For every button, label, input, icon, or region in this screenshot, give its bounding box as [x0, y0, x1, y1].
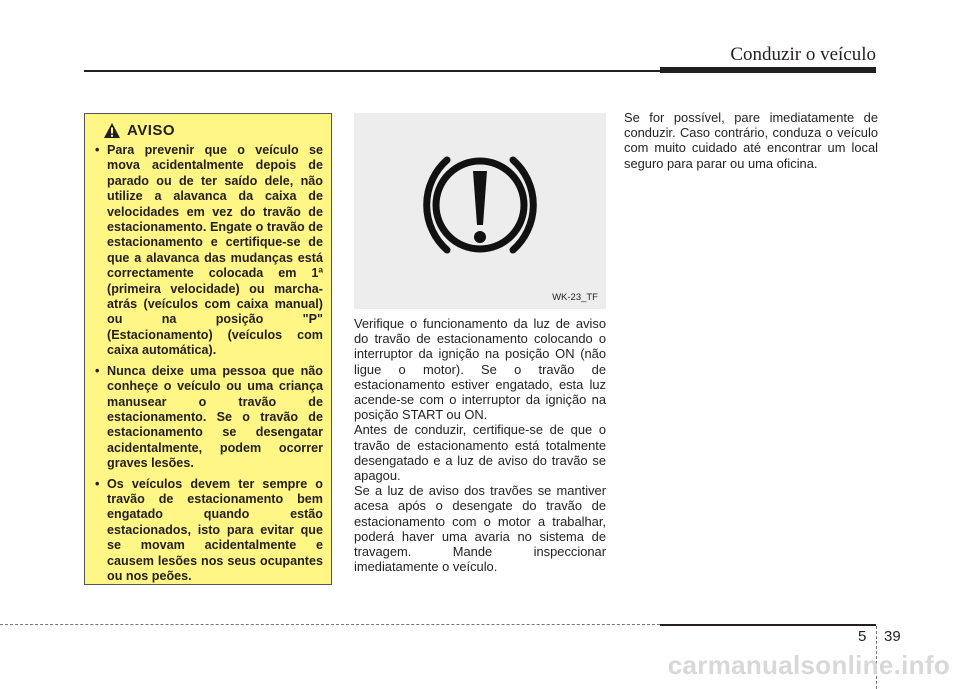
warning-item: • Nunca deixe uma pessoa que não conheçe o veículo ou uma criança manusear o travão de estacionamento. Se o travão de estacionamento se desengatar acidentalmente, podem ocorrer graves lesões. — [93, 364, 323, 472]
footer-rule-accent — [660, 624, 876, 626]
section-title: Conduzir o veículo — [730, 44, 876, 65]
paragraph: Antes de conduzir, certifique-se de que o travão de estacionamento está totalmente desengatado e a luz de aviso do travão se apagou. — [354, 422, 606, 484]
body-column-right — [624, 110, 878, 171]
header-rule — [84, 70, 664, 72]
warning-item: • Para prevenir que o veículo se mova acidentalmente depois de parado ou de ter saído dele, não utilize a alavanca da caixa de velocidades em vez do travão de estacionamento. Engate o travão de estacionamento e certifique-se de que a alavanca das mudanças está correctamente colocada em 1ª (primeira velocidade) ou marcha-atrás (veículos com caixa manual) ou na posição "P" (Estacionamento) (veículos com caixa automática). — [93, 143, 323, 359]
header-rule-accent — [660, 67, 876, 73]
section-number: 5 — [858, 628, 867, 645]
paragraph: Se for possível, pare imediatamente de conduzir. Caso contrário, conduza o veículo com muito cuidado até encontrar um local seguro para parar ou uma oficina. — [624, 110, 878, 171]
paragraph: Verifique o funcionamento da luz de aviso do travão de estacionamento colocando o interruptor da ignição na posição ON (não ligue o motor). Se o travão de estacionamento estiver engatado, esta luz acende-se com o interruptor da ignição na posição START ou ON. — [354, 316, 606, 423]
warning-list — [93, 143, 323, 584]
warning-triangle-icon — [103, 122, 121, 139]
page-number: 39 — [884, 628, 901, 645]
figure-code: WK-23_TF — [552, 292, 598, 303]
warning-box — [84, 113, 332, 585]
body-column-middle — [354, 316, 606, 574]
paragraph: Se a luz de aviso dos travões se mantiver acesa após o desengate do travão de estacionamento com o motor a trabalhar, poderá haver uma avaria no sistema de travagem. Mande inspeccionar imediatamente o veículo. — [354, 483, 606, 575]
watermark: carmanualsonline.info — [667, 650, 950, 680]
brake-warning-figure — [354, 113, 606, 309]
warning-item: • Os veículos devem ter sempre o travão de estacionamento bem engatado quando estão estacionados, isto para evitar que se movam acidentalmente e causem lesões nos seus ocupantes ou nos peões. — [93, 477, 323, 585]
warning-header — [103, 122, 323, 139]
brake-warning-icon — [354, 113, 606, 309]
footer-rule — [0, 624, 660, 625]
warning-title: AVISO — [127, 122, 176, 139]
